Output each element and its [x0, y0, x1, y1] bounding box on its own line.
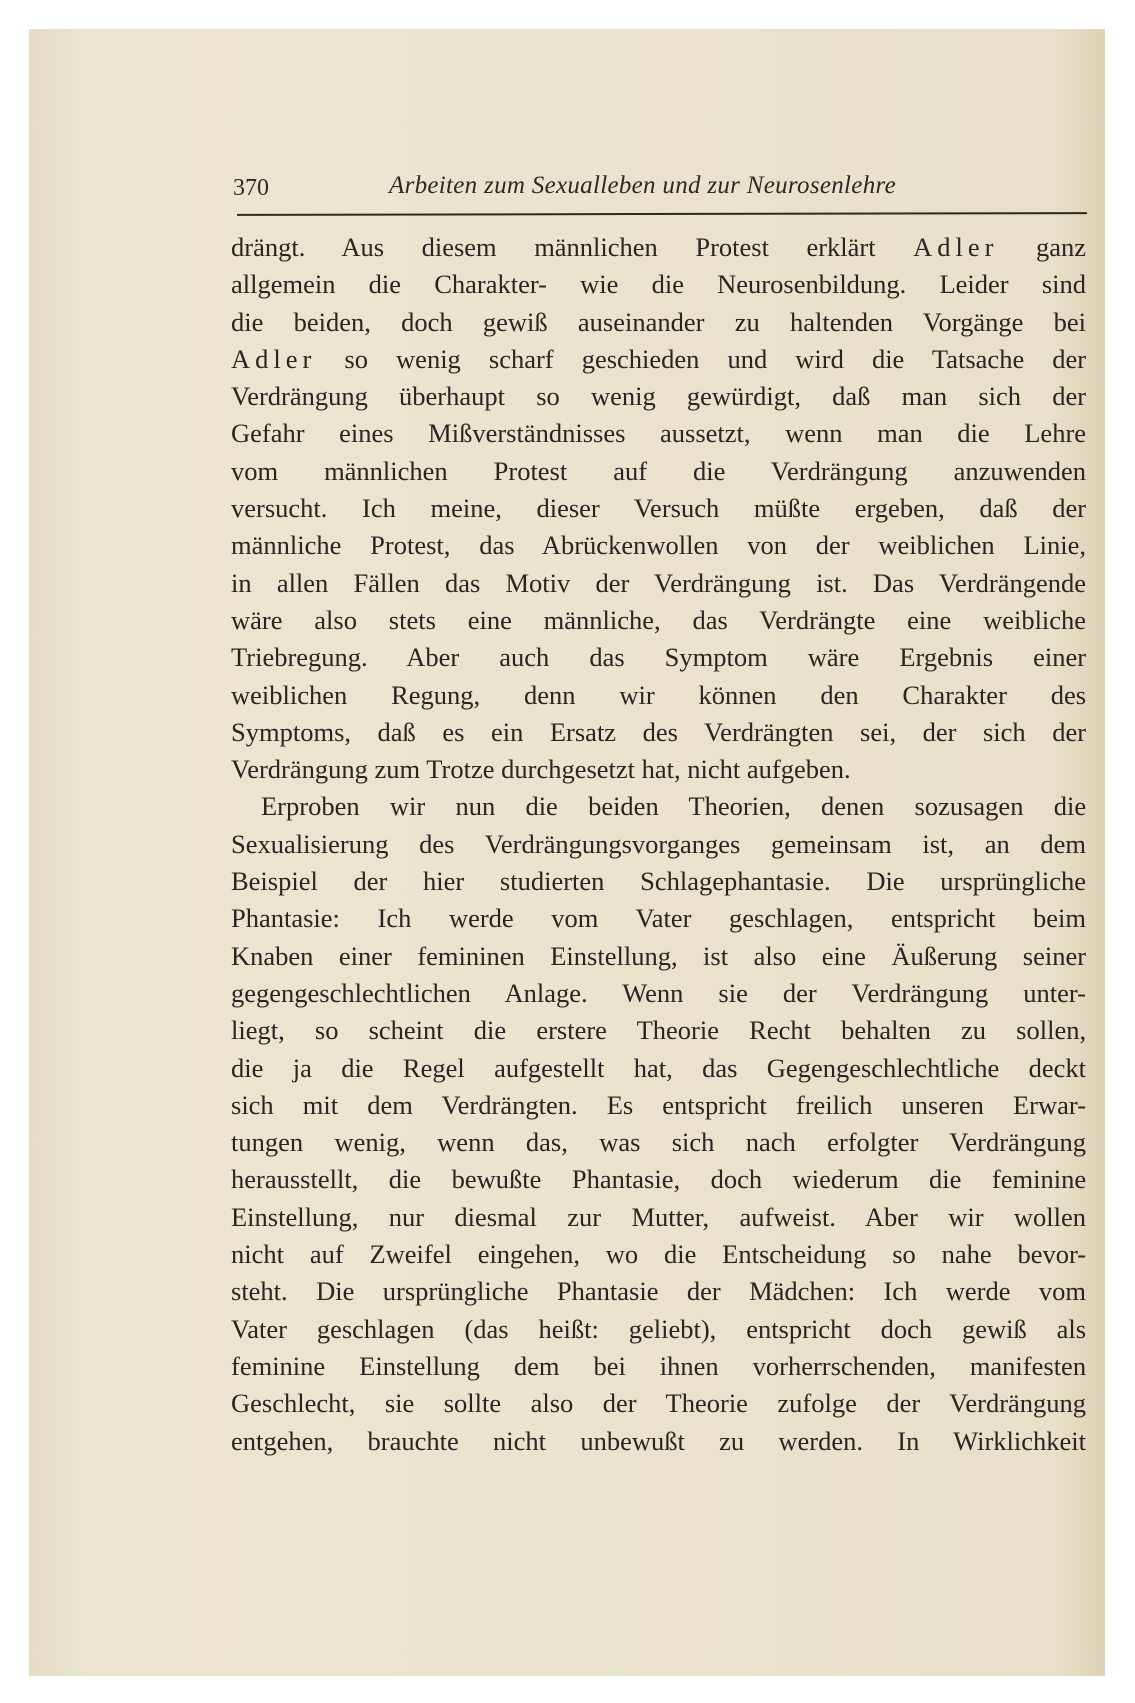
page-number: 370 — [233, 175, 269, 201]
header-rule — [237, 212, 1087, 216]
text-line: sich mit dem Verdrängten. Es entspricht freilich unseren Erwar- — [231, 1089, 1087, 1120]
text-line: Beispiel der hier studierten Schlagephantasie. Die ursprüngliche — [231, 866, 1087, 897]
text-line: Vater geschlagen (das heißt: geliebt), entspricht doch gewiß als — [231, 1313, 1087, 1344]
text-line: Geschlecht, sie sollte also der Theorie zufolge der Verdrängung — [231, 1388, 1087, 1419]
text-line: Symptoms, daß es ein Ersatz des Verdrängten sei, der sich der — [231, 716, 1087, 747]
text-line: drängt. Aus diesem männlichen Protest erklärt Adler ganz — [231, 232, 1087, 262]
text-line: Phantasie: Ich werde vom Vater geschlagen, entspricht beim — [231, 903, 1087, 934]
letterspaced-name: Adler — [231, 343, 317, 374]
text-line: in allen Fällen das Motiv der Verdrängung ist. Das Verdrängende — [231, 567, 1087, 598]
text-line: vom männlichen Protest auf die Verdrängung anzuwenden — [231, 455, 1087, 486]
book-page — [29, 29, 1105, 1676]
text-line: Verdrängung zum Trotze durchgesetzt hat, nicht aufgeben. — [231, 754, 851, 785]
text-line: die ja die Regel aufgestellt hat, das Gegengeschlechtliche deckt — [231, 1052, 1087, 1083]
text-line: Knaben einer femininen Einstellung, ist also eine Äußerung seiner — [231, 940, 1087, 971]
letterspaced-name: Adler — [913, 232, 999, 262]
text-line: die beiden, doch gewiß auseinander zu haltenden Vorgänge bei — [231, 306, 1087, 337]
text-line: Einstellung, nur diesmal zur Mutter, aufweist. Aber wir wollen — [231, 1201, 1087, 1232]
running-title: Arbeiten zum Sexualleben und zur Neurosenlehre — [389, 172, 896, 199]
text-line: feminine Einstellung dem bei ihnen vorherrschenden, manifesten — [231, 1350, 1087, 1381]
text-line: entgehen, brauchte nicht unbewußt zu werden. In Wirklichkeit — [231, 1425, 1087, 1456]
text-line: Erproben wir nun die beiden Theorien, denen sozusagen die — [261, 791, 1087, 822]
text-line: herausstellt, die bewußte Phantasie, doch wiederum die feminine — [231, 1164, 1087, 1195]
text-line: steht. Die ursprüngliche Phantasie der Mädchen: Ich werde vom — [231, 1276, 1087, 1307]
text-line: Gefahr eines Mißverständnisses aussetzt, wenn man die Lehre — [231, 418, 1087, 449]
body-text — [231, 229, 1086, 1460]
text-line: weiblichen Regung, denn wir können den Charakter des — [231, 679, 1087, 710]
text-line: allgemein die Charakter- wie die Neurosenbildung. Leider sind — [231, 269, 1086, 300]
text-line: gegengeschlechtlichen Anlage. Wenn sie der Verdrängung unter- — [231, 977, 1087, 1008]
text-line: Adler so wenig scharf geschieden und wird die Tatsache der — [231, 343, 1087, 374]
text-line: Sexualisierung des Verdrängungsvorganges gemeinsam ist, an dem — [231, 828, 1087, 859]
text-line: männliche Protest, das Abrückenwollen von der weiblichen Linie, — [231, 530, 1087, 561]
text-line: Triebregung. Aber auch das Symptom wäre Ergebnis einer — [231, 642, 1087, 673]
text-line: wäre also stets eine männliche, das Verdrängte eine weibliche — [231, 604, 1087, 635]
text-line: Verdrängung überhaupt so wenig gewürdigt, daß man sich der — [231, 381, 1087, 412]
text-line: nicht auf Zweifel eingehen, wo die Entscheidung so nahe bevor- — [231, 1239, 1087, 1270]
text-line: liegt, so scheint die erstere Theorie Recht behalten zu sollen, — [231, 1015, 1087, 1046]
text-line: versucht. Ich meine, dieser Versuch müßte ergeben, daß der — [231, 493, 1087, 524]
text-line: tungen wenig, wenn das, was sich nach erfolgter Verdrängung — [231, 1127, 1087, 1158]
